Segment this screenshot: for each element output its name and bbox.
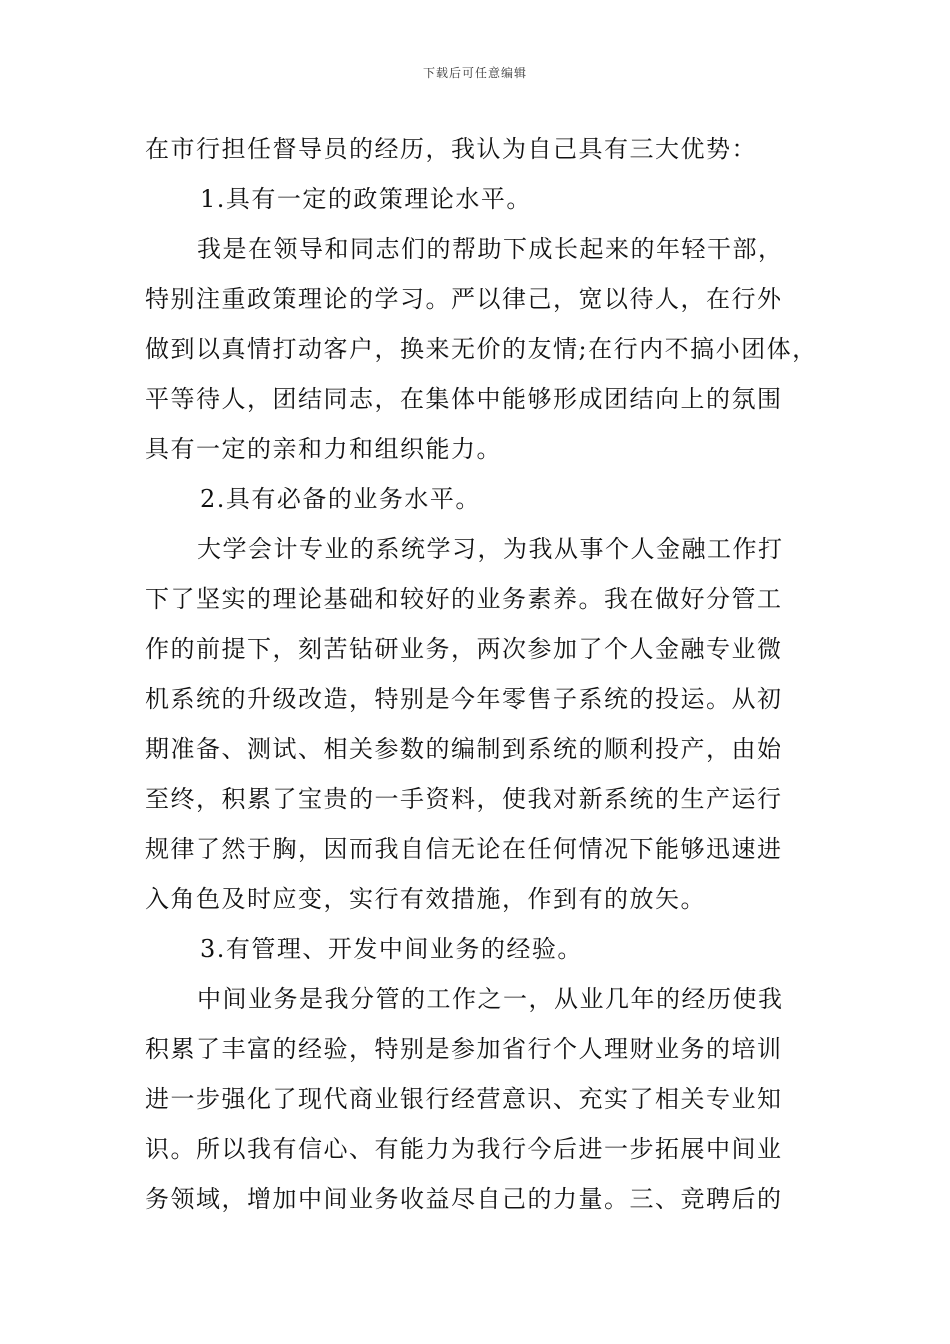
text-line: 识。所以我有信心、有能力为我行今后进一步拓展中间业 [145, 1135, 783, 1163]
text-line: 我是在领导和同志们的帮助下成长起来的年轻干部， [197, 235, 784, 263]
text-line: 期准备、测试、相关参数的编制到系统的顺利投产，由始 [145, 735, 783, 763]
text-line: 规律了然于胸，因而我自信无论在任何情况下能够迅速进 [145, 835, 783, 863]
section-heading: 1.具有一定的政策理论水平。 [200, 185, 532, 213]
section-heading: 3.有管理、开发中间业务的经验。 [200, 935, 583, 963]
section-heading: 2.具有必备的业务水平。 [200, 485, 481, 513]
text-line: 进一步强化了现代商业银行经营意识、充实了相关专业知 [145, 1085, 783, 1113]
text-line: 务领域，增加中间业务收益尽自己的力量。三、竞聘后的 [145, 1185, 783, 1213]
text-line: 机系统的升级改造，特别是今年零售子系统的投运。从初 [145, 685, 783, 713]
text-line: 至终，积累了宝贵的一手资料，使我对新系统的生产运行 [145, 785, 783, 813]
text-line: 大学会计专业的系统学习，为我从事个人金融工作打 [197, 535, 784, 563]
page-header: 下载后可任意编辑 [422, 66, 527, 80]
text-line: 中间业务是我分管的工作之一，从业几年的经历使我 [197, 985, 784, 1013]
text-line: 特别注重政策理论的学习。严以律己，宽以待人，在行外 [145, 285, 783, 313]
text-line: 在市行担任督导员的经历，我认为自己具有三大优势： [145, 135, 757, 163]
text-line: 积累了丰富的经验，特别是参加省行个人理财业务的培训 [145, 1035, 783, 1063]
text-line: 下了坚实的理论基础和较好的业务素养。我在做好分管工 [145, 585, 783, 613]
text-line: 做到以真情打动客户，换来无价的友情;在行内不搞小团体， [145, 335, 818, 363]
text-line: 平等待人，团结同志，在集体中能够形成团结向上的氛围 [145, 385, 783, 413]
text-line: 具有一定的亲和力和组织能力。 [145, 435, 502, 463]
text-line: 作的前提下，刻苦钻研业务，两次参加了个人金融专业微 [145, 635, 783, 663]
text-line: 入角色及时应变，实行有效措施，作到有的放矢。 [145, 885, 706, 913]
